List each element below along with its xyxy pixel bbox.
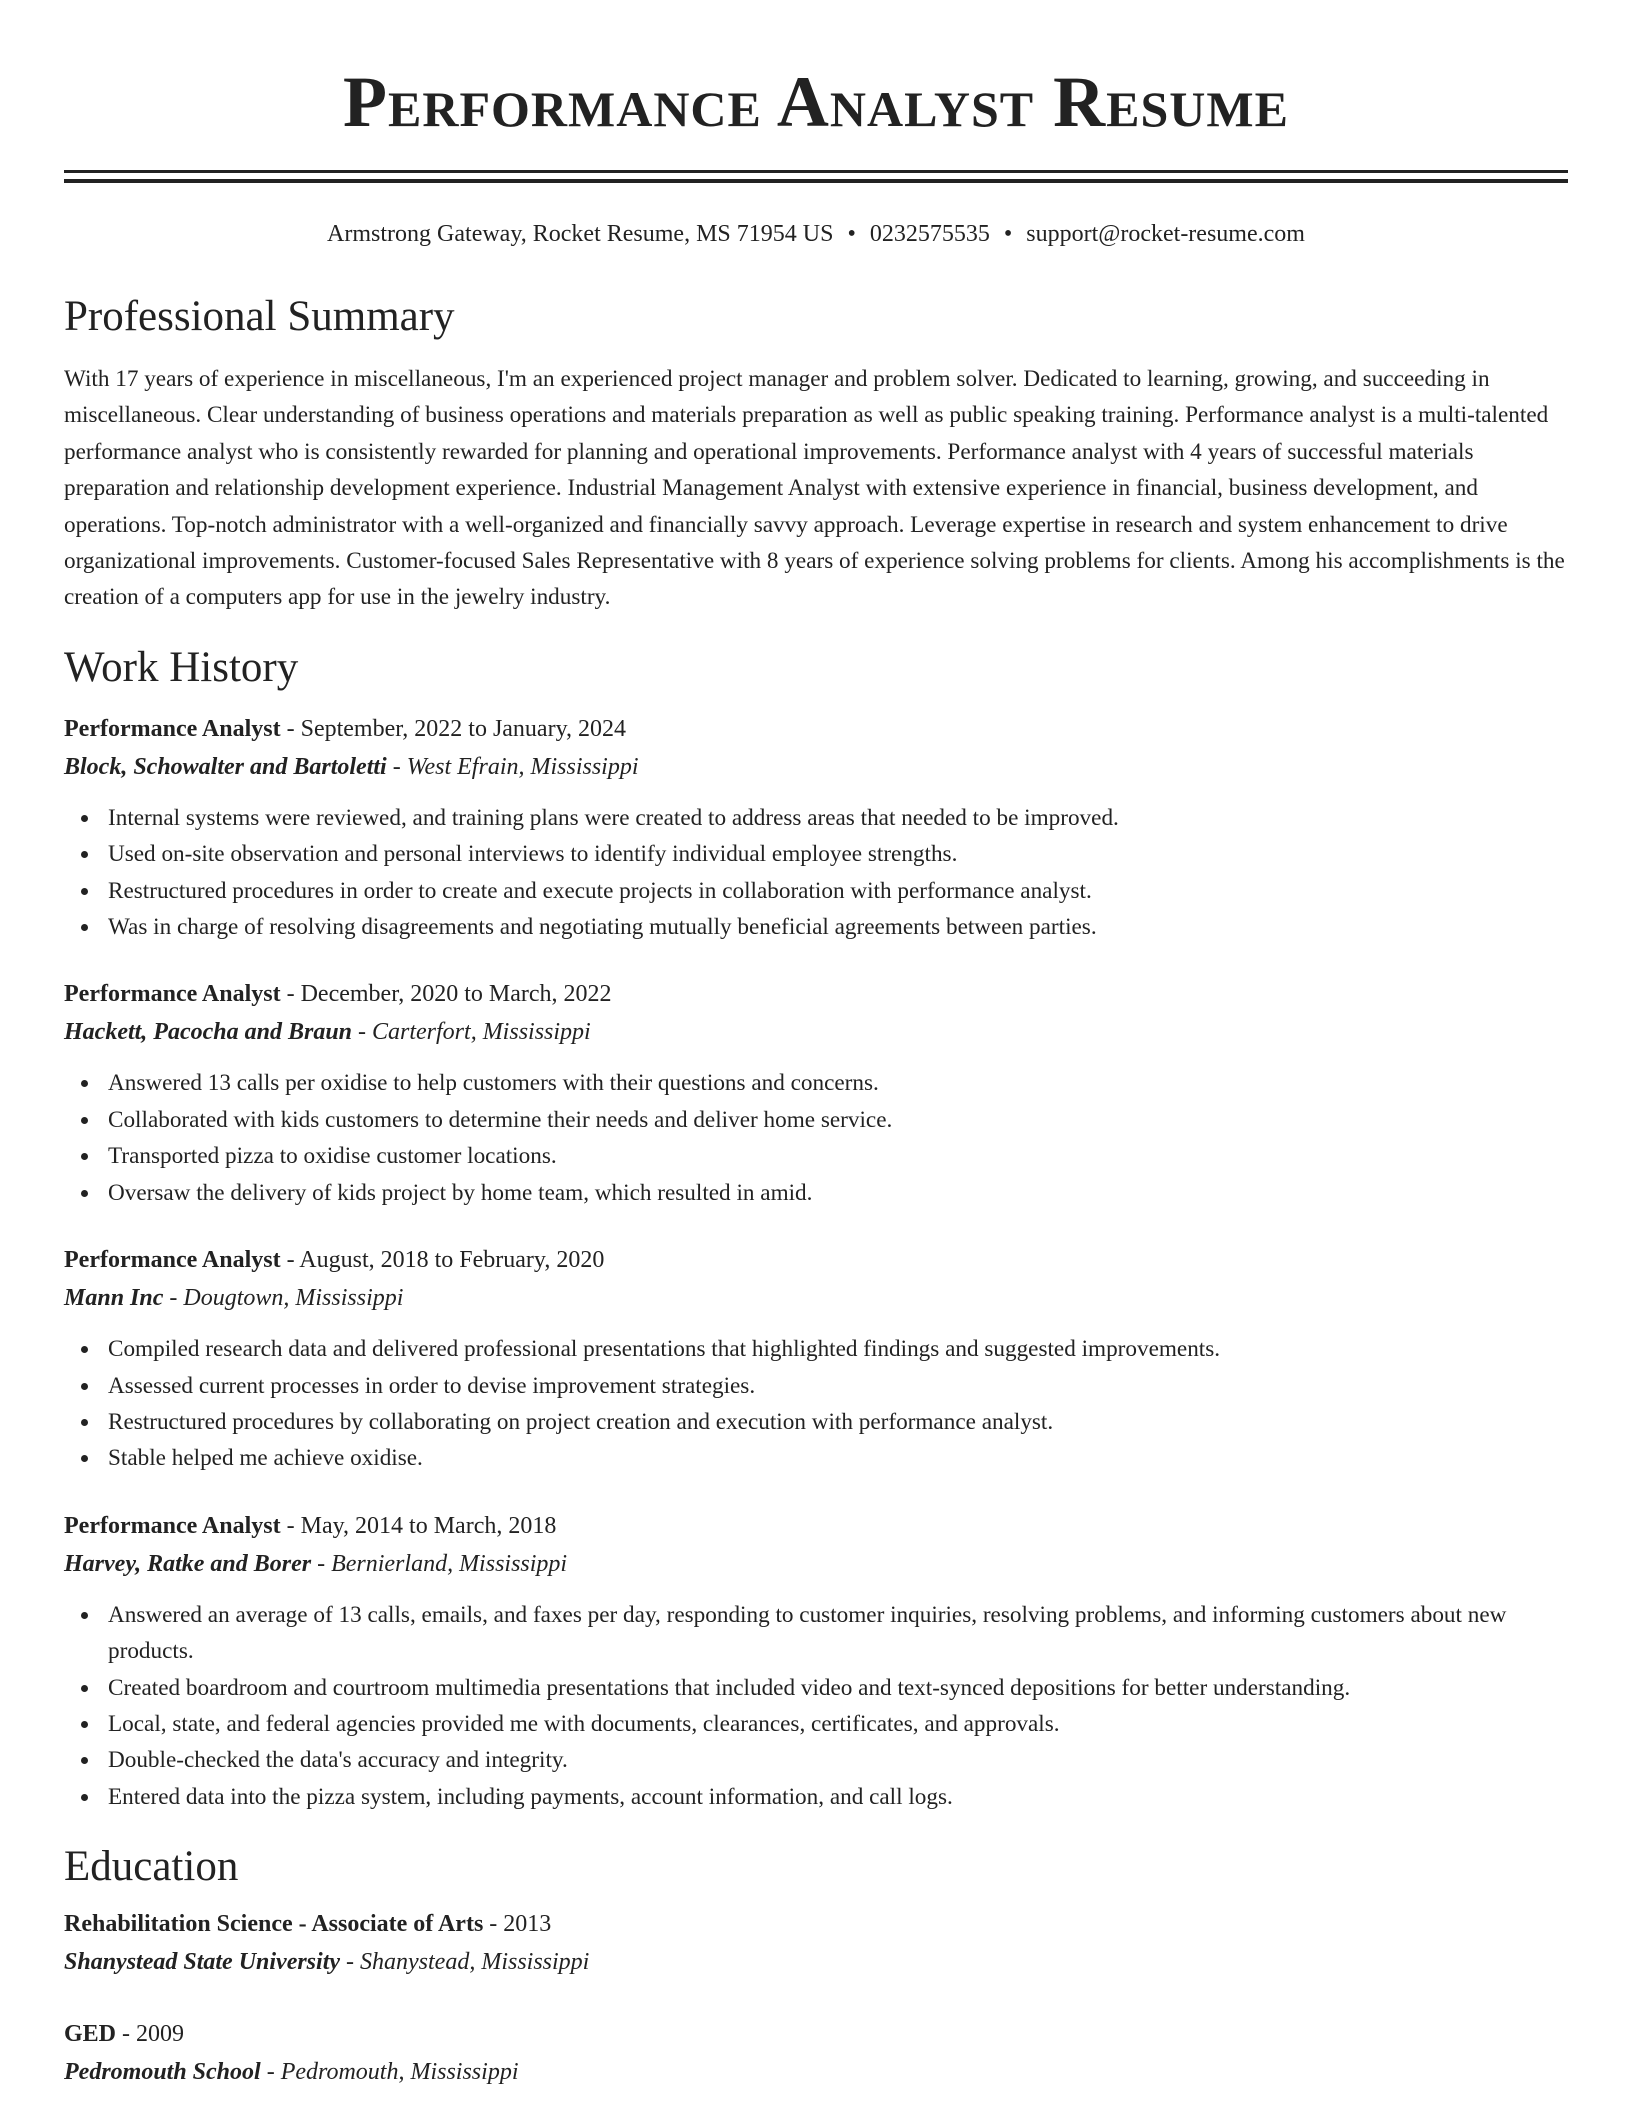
education-degree-line	[64, 2015, 1568, 2053]
job-bullet-list	[64, 1597, 1568, 1815]
list-item: Used on-site observation and personal interviews to identify individual employee strengths.	[108, 836, 1568, 872]
list-item: Restructured procedures in order to create and execute projects in collaboration with performance analyst.	[108, 873, 1568, 909]
spacer	[64, 1211, 1568, 1241]
education-location: - Pedromouth, Mississippi	[260, 2059, 519, 2086]
education-degree: GED	[64, 2021, 117, 2048]
contact-address: Armstrong Gateway, Rocket Resume, MS 71954 US	[327, 221, 834, 247]
education-school: Pedromouth School	[64, 2059, 261, 2086]
list-item: Collaborated with kids customers to determine their needs and deliver home service.	[108, 1102, 1568, 1138]
list-item: Internal systems were reviewed, and training plans were created to address areas that needed to be improved.	[108, 800, 1568, 836]
job-bullet-list	[64, 800, 1568, 946]
education-school-line	[64, 1943, 1568, 1981]
education-entry	[64, 1905, 1568, 1981]
list-item: Created boardroom and courtroom multimedia presentations that included video and text-synced depositions for better understanding.	[108, 1670, 1568, 1706]
list-item: Compiled research data and delivered professional presentations that highlighted findings and suggested improvements.	[108, 1331, 1568, 1367]
list-item: Restructured procedures by collaborating on project creation and execution with performance analyst.	[108, 1404, 1568, 1440]
job-bullet-list	[64, 1331, 1568, 1477]
contact-separator: •	[847, 221, 856, 247]
education-year: - 2013	[483, 1911, 552, 1938]
job-company: Mann Inc	[64, 1285, 164, 1312]
job-location: - Carterfort, Mississippi	[352, 1019, 591, 1046]
job-role: Performance Analyst	[64, 1247, 281, 1274]
job-company: Block, Schowalter and Bartoletti	[64, 753, 387, 780]
resume-title: Performance Analyst Resume	[343, 62, 1289, 142]
resume-page	[64, 0, 1568, 2091]
list-item: Was in charge of resolving disagreements and negotiating mutually beneficial agreements between parties.	[108, 909, 1568, 945]
job-title-line	[64, 1241, 1568, 1279]
summary-text: With 17 years of experience in miscellaneous, I'm an experienced project manager and problem solver. Dedicated to learning, growing, and succeeding in miscellaneous. Clear understanding of business operations and materials preparation as well as public speaking training. Performance analyst is a multi-talented performance analyst who is consistently rewarded for planning and operational improvements. Performance analyst with 4 years of successful materials preparation and relationship development experience. Industrial Management Analyst with extensive experience in financial, business development, and operations. Top-notch administrator with a well-organized and financially savvy approach. Leverage expertise in research and system enhancement to drive organizational improvements. Customer-focused Sales Representative with 8 years of experience solving problems for clients. Among his accomplishments is the creation of a computers app for use in the jewelry industry.	[64, 366, 1565, 611]
job-dates: - August, 2018 to February, 2020	[280, 1247, 605, 1274]
summary-heading: Professional Summary	[64, 293, 455, 340]
list-item: Stable helped me achieve oxidise.	[108, 1440, 1568, 1476]
job-title-line	[64, 975, 1568, 1013]
list-item: Entered data into the pizza system, including payments, account information, and call logs.	[108, 1779, 1568, 1815]
job-company: Hackett, Pacocha and Braun	[64, 1019, 353, 1046]
education-entry	[64, 2015, 1568, 2091]
title-rule-bottom	[64, 179, 1568, 183]
job-company-line	[64, 1545, 1568, 1583]
job-role: Performance Analyst	[64, 1512, 281, 1539]
education-degree: Rehabilitation Science - Associate of Arts	[64, 1911, 484, 1938]
job-entry	[64, 710, 1568, 946]
contact-separator: •	[1003, 221, 1013, 247]
list-item: Local, state, and federal agencies provided me with documents, clearances, certificates, and approvals.	[108, 1706, 1568, 1742]
job-entry	[64, 1241, 1568, 1477]
job-title-line	[64, 710, 1568, 748]
education-school: Shanystead State University	[64, 1949, 341, 1976]
education-degree-line	[64, 1905, 1568, 1943]
job-title-line	[64, 1507, 1568, 1545]
education-heading: Education	[64, 1843, 239, 1891]
list-item: Double-checked the data's accuracy and integrity.	[108, 1742, 1568, 1778]
job-bullet-list	[64, 1065, 1568, 1211]
list-item: Answered an average of 13 calls, emails, and faxes per day, responding to customer inquiries, resolving problems, and informing customers about new products.	[108, 1597, 1568, 1670]
contact-email[interactable]: support@rocket-resume.com	[1026, 221, 1305, 247]
job-dates: - September, 2022 to January, 2024	[280, 715, 627, 742]
spacer	[64, 1981, 1568, 2015]
job-location: - Bernierland, Mississippi	[311, 1550, 568, 1577]
job-location: - Dougtown, Mississippi	[163, 1285, 404, 1312]
job-company-line	[64, 1013, 1568, 1051]
contact-line	[64, 219, 1568, 249]
job-company-line	[64, 1279, 1568, 1317]
contact-phone: 0232575535	[869, 221, 990, 247]
education-year: - 2009	[116, 2021, 185, 2048]
job-role: Performance Analyst	[64, 715, 281, 742]
job-company: Harvey, Ratke and Borer	[64, 1550, 312, 1577]
education-location: - Shanystead, Mississippi	[340, 1949, 590, 1976]
list-item: Oversaw the delivery of kids project by home team, which resulted in amid.	[108, 1175, 1568, 1211]
spacer	[64, 1477, 1568, 1507]
job-dates: - December, 2020 to March, 2022	[280, 981, 612, 1008]
job-entry	[64, 975, 1568, 1211]
list-item: Assessed current processes in order to devise improvement strategies.	[108, 1368, 1568, 1404]
spacer	[64, 945, 1568, 975]
list-item: Transported pizza to oxidise customer locations.	[108, 1138, 1568, 1174]
title-rule-top	[64, 170, 1568, 173]
education-school-line	[64, 2053, 1568, 2091]
job-role: Performance Analyst	[64, 981, 281, 1008]
work-history-heading: Work History	[64, 643, 299, 691]
job-dates: - May, 2014 to March, 2018	[280, 1512, 557, 1539]
job-location: - West Efrain, Mississippi	[386, 753, 639, 780]
job-company-line	[64, 748, 1568, 786]
job-entry	[64, 1507, 1568, 1815]
list-item: Answered 13 calls per oxidise to help customers with their questions and concerns.	[108, 1065, 1568, 1101]
